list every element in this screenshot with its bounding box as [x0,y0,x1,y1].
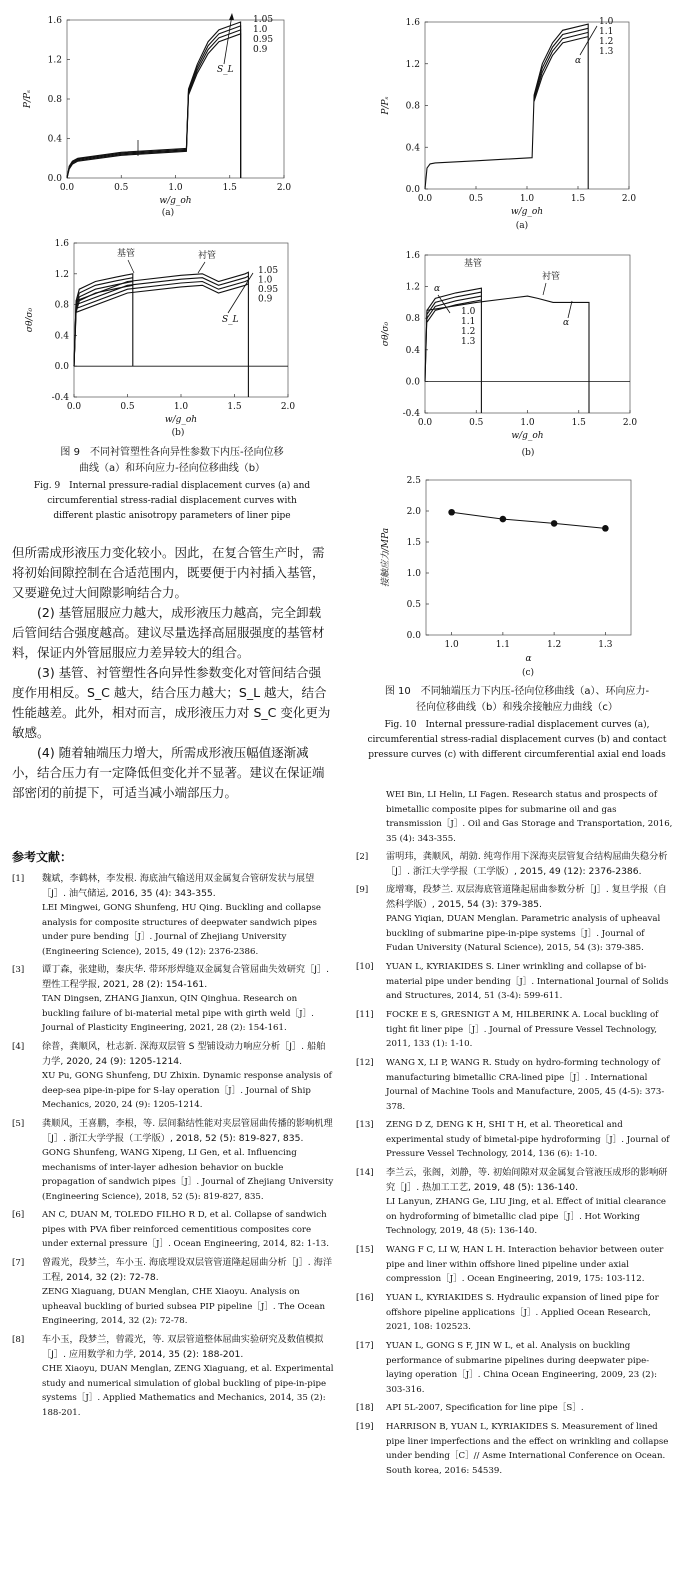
ref-text-en: WANG F C, LI W, HAN L H. Interaction behavior between outer pipe and liner within offshore lined pipeline under axial compression［J］. Ocean Engineering, 2019, 175: 103-112. [386,1245,664,1284]
fig10c-ytick-label: 0.5 [406,600,421,610]
right-ref-item [356,1243,674,1287]
fig10c-point [551,520,558,527]
fig10a-series-line [425,24,588,189]
paragraph-3: (3) 基管、衬管塑性各向异性参数变化对管间结合强度作用相反。S_C 越大，结合压力越大；S_L 越大，结合性能越差。此外，相对而言，成形液压力对 S_C 变化更为敏感。 [12,665,331,740]
fig10b-xtick-label: 0.5 [469,418,484,428]
ref-number: [2] [356,852,369,862]
fig10b-ylabel: σθ/σ₀ [381,321,391,347]
ref-number: [14] [356,1168,374,1178]
ref-text-en: AN C, DUAN M, TOLEDO FILHO R D, et al. Collapse of sandwich pipes with PVA fiber reinforced cementitious composites core under external pressure［J］. Ocean Engineering, 2014, 82: 1-13. [42,1210,329,1249]
fig10c-ytick-label: 2.5 [406,476,421,486]
ref-text-cn: 李兰云，张阁，刘静，等. 初始间隙对双金属复合管液压成形的影响研究［J］. 热加工工艺, 2019, 48 (5): 136-140. [386,1167,668,1193]
fig10c-point [448,509,455,516]
fig10-caption [356,684,678,763]
ref-number: [16] [356,1293,374,1303]
ref-text-cn: 魏斌，李鹤林，李发根. 海底油气输送用双金属复合管研发状与展望［J］. 油气储运, 2016, 35 (4): 343-355. [42,873,315,899]
fig9a-chart [0,0,330,225]
ref-number: [15] [356,1245,374,1255]
fig9a-legend-label: 1.05 [253,15,274,25]
fig10a-legend-label: 1.3 [599,47,614,57]
fig9a-ylabel: P/Pₛ [23,89,33,109]
ref-text-en: CHE Xiaoyu, DUAN Menglan, ZENG Xiaguang, et al. Experimental study and numerical simulation of global buckling of pipe-in-pipe systems［J］. Applied Mathematics and Mechanics, 2014, 35 (2): 188-201. [42,1364,334,1418]
fig9a-ytick-label: 0.0 [47,174,62,184]
fig9b-ytick-label: -0.4 [51,393,69,403]
ref-text-cn: 徐普，龚顺风，杜志新. 深海双层管 S 型铺设动力响应分析［J］. 船舶力学, 2020, 24 (9): 1205-1214. [42,1041,326,1067]
ref-text-en: WEI Bin, LI Helin, LI Fagen. Research status and prospects of bimetallic composite pipes for submarine oil and gas transmission［J］. Oil and Gas Storage and Transportation, 2016, 35 (4): 343-355. [386,790,673,844]
fig9b-label-base: 基管 [117,249,136,259]
ref-text-en: PANG Yiqian, DUAN Menglan. Parametric analysis of upheaval buckling of submarine pipe-in-pipe systems［J］. Journal of Fudan University (Natural Science), 2015, 54 (3): 379-385. [386,914,661,953]
ref-text-cn: 曾霞光，段梦兰，车小玉. 海底埋设双层管管道隆起屈曲分析［J］. 海洋工程, 2014, 32 (2): 72-78. [42,1257,333,1283]
fig10b-legend-label: 1.3 [461,337,476,347]
fig10a-legend-label: 1.2 [599,37,614,47]
fig9b-legend-label: 1.05 [258,266,279,276]
fig9a-legend-label: 0.95 [253,35,274,45]
fig10-caption-cn-2: 径向位移曲线（b）和残余接触应力曲线（c） [416,702,618,713]
paragraph-1: 但所需成形液压力变化较小。因此，在复合管生产时，需将初始间隙控制在合适范围内，既要便于内衬插入基管，又要避免过大间隙影响结合力。 [12,545,325,600]
ref-text-en: YUAN L, KYRIAKIDES S. Hydraulic expansion of lined pipe for offshore pipeline applications［J］. Applied Ocean Research, 2021, 108: 102523. [386,1293,659,1332]
fig10b-xtick-label: 1.5 [571,418,586,428]
ref-number: [9] [356,885,369,895]
fig9-caption-en-3: different plastic anisotropy parameters of liner pipe [53,511,291,521]
ref-text-en: YUAN L, GONG S F, JIN W L, et al. Analysis on buckling performance of submarine pipelines during deepwater pipe-laying operation［J］. China Ocean Engineering, 2009, 23 (2): 303-316. [386,1341,658,1395]
fig9a-arrow-head [229,13,234,20]
left-ref-item [12,963,334,1036]
fig10b-ytick-label: 1.6 [405,251,420,261]
paragraph-4: (4) 随着轴端压力增大，所需成形液压幅值逐渐减小，结合压力有一定降低但变化并不显著。建议在保证端部密闭的前提下，可适当减小端部压力。 [12,745,325,800]
fig10a-xtick-label: 1.0 [519,194,535,204]
fig9-caption-cn-2: 曲线（a）和环向应力-径向位移曲线（b） [78,463,266,474]
left-ref-item [12,1040,334,1113]
fig10c-xtick-label: 1.1 [495,640,511,650]
ref-text-en: TAN Dingsen, ZHANG Jianxun, QIN Qinghua. Research on buckling failure of bi-material metal pipe with girth weld［J］. Journal of Plasticity Engineering, 2021, 28 (2): 154-161. [42,994,314,1033]
fig9a-series-line [67,22,241,178]
ref-number: [19] [356,1422,374,1432]
ref-number: [10] [356,962,374,972]
ref-text-en: YUAN L, KYRIAKIDES S. Liner wrinkling and collapse of bi-material pipe under bending［J］. International Journal of Solids and Structures, 2014, 51 (3-4): 599-611. [386,962,669,1001]
fig10b-annotation-left: α [434,284,441,294]
fig9a-sub: (a) [161,208,175,218]
fig9b-xtick-label: 1.5 [227,402,242,412]
fig10a-ytick-label: 0.4 [405,143,420,154]
right-ref-item [356,1118,674,1162]
fig9a-series-line [67,26,241,178]
fig10-caption-en-1: Fig. 10 Internal pressure-radial displacement curves (a), [384,720,650,730]
ref-text-en: HARRISON B, YUAN L, KYRIAKIDES S. Measurement of lined pipe liner imperfections and the effect on wrinkling and collapse under bending［C］// Asme International Conference on Ocean. South korea, 2016: 54539. [386,1422,669,1476]
ref-number: [11] [356,1010,374,1020]
fig10a-chart [350,0,684,235]
left-ref-item [12,1208,334,1252]
fig10a-ytick-label: 0.8 [405,101,420,112]
fig9b-ytick-label: 1.2 [54,269,69,280]
fig10b-label-liner: 衬管 [542,272,561,282]
fig10-caption-en-3: pressure curves (c) with different circumferential axial end loads [368,750,666,760]
fig9a-legend-label: 1.0 [253,25,268,35]
fig10a-xlabel: w/g_oh [510,207,544,217]
ref-number: [4] [12,1042,25,1052]
ref-text-cn: 雷明玮，龚顺风，胡勍. 纯弯作用下深海夹层管复合结构屈曲失稳分析［J］. 浙江大学学报（工学版）, 2015, 49 (12): 2376-2386. [386,851,668,877]
fig9b-legend-label: 1.0 [258,275,273,286]
fig9a-legend-label: 0.9 [253,45,268,55]
right-ref-item [356,1056,674,1114]
left-ref-item [12,1333,334,1420]
fig10c-xtick-label: 1.2 [546,640,562,650]
paragraph-2: (2) 基管屈服应力越大，成形液压力越高，完全卸载后管间结合强度越高。建议尽量选择高屈服强度的基管材料，保证内外管屈服应力差异较大的组合。 [12,605,325,660]
fig10c-sub: (c) [521,668,535,678]
fig10c-ytick-label: 1.0 [406,569,421,579]
fig10b-arrow [438,295,450,313]
right-ref-item [356,1401,674,1416]
fig9a-ytick-label: 1.6 [47,16,62,26]
fig10a-xtick-label: 2.0 [621,194,637,204]
fig9b-ylabel: σθ/σ₀ [25,307,35,333]
fig10b-xlabel: w/g_oh [511,431,544,441]
fig10b-arrow-2 [568,301,572,318]
ref-number: [3] [12,965,25,975]
right-ref-item [356,850,674,879]
ref-text-en: FOCKE E S, GRESNIGT A M, HILBERINK A. Local buckling of tight fit liner pipe［J］. Journal of Pressure Vessel Technology, 2011, 133 (1): 1-10. [386,1010,659,1049]
fig9-caption-en-2: circumferential stress-radial displacement curves with [47,496,297,506]
fig9b-label-liner-leader [198,262,205,273]
fig10b-chart [350,235,684,465]
fig10b-label-liner-leader [543,283,546,295]
fig9b-legend-label: 0.95 [258,285,279,295]
fig9a-xtick-label: 1.0 [168,183,183,193]
fig9b-frame [74,243,288,397]
fig9b-sub: (b) [171,428,185,438]
fig9a-ytick-label: 1.2 [47,55,62,66]
fig10b-legend-label: 1.0 [461,307,476,317]
right-ref-item [356,1291,674,1335]
fig9b-ytick-label: 0.0 [54,362,69,373]
fig10b-sub: (b) [521,448,535,458]
fig9b-label-base-leader [128,260,134,273]
ref-number: [12] [356,1058,374,1068]
ref-number: [6] [12,1210,25,1220]
fig10b-xtick-label: 2.0 [622,418,638,428]
fig10b-label-base: 基管 [464,259,483,269]
ref-text-en: LI Lanyun, ZHANG Ge, LIU Jing, et al. Effect of initial clearance on hydroforming of bimetallic clad pipe［J］. Hot Working Technology, 2019, 48 (5): 136-140. [386,1197,666,1236]
fig10a-xtick-label: 0.0 [417,194,433,204]
fig10a-xtick-label: 1.5 [570,194,586,204]
fig10a-annotation: α [575,56,582,66]
left-ref-item [12,1117,334,1204]
fig9b-xtick-label: 0.0 [66,402,82,412]
fig10a-ytick-label: 1.2 [405,59,420,70]
fig9a-xtick-label: 0.5 [114,183,129,193]
fig9b-xtick-label: 0.5 [120,402,135,412]
fig9-caption-en-1: Fig. 9 Internal pressure-radial displacement curves (a) and [33,481,311,491]
fig10c-ytick-label: 0.0 [406,631,421,641]
ref-text-cn: 庞增骞，段梦兰. 双层海底管道隆起屈曲参数分析［J］. 复旦学报（自然科学版）, 2015, 54 (3): 379-385. [386,884,667,910]
ref-number: [5] [12,1119,25,1129]
ref-text-cn: 车小玉，段梦兰，曾霞光，等. 双层管道整体屈曲实验研究及数值模拟［J］. 应用数学和力学, 2014, 35 (2): 188-201. [42,1334,324,1360]
fig9b-series-line [74,272,248,397]
fig10c-ytick-label: 1.5 [406,538,421,548]
references-heading: 参考文献： [12,850,73,864]
fig9a-ytick-label: 0.8 [47,95,62,105]
right-ref-item [356,1008,674,1052]
fig10c-point [500,516,507,523]
left-ref-item [12,1256,334,1329]
fig9b-ytick-label: 0.4 [54,331,69,342]
ref-number: [18] [356,1403,374,1413]
right-ref-item [356,1420,674,1478]
ref-text-en: GONG Shunfeng, WANG Xipeng, LI Gen, et al. Influencing mechanisms of inter-layer adhesion behavior on buckle propagation of sandwich pipes［J］. Journal of Zhejiang University (Engineering Science), 2018, 52 (5): 819-827, 835. [42,1148,334,1202]
fig10a-ytick-label: 1.6 [405,18,420,28]
fig10b-ytick-label: -0.4 [402,409,420,419]
fig10b-xtick-label: 1.0 [520,418,535,428]
ref-text-en: API 5L-2007, Specification for line pipe［S］. [386,1403,584,1413]
fig10-caption-cn-1: 图 10 不同轴端压力下内压-径向位移曲线（a）、环向应力- [384,686,650,697]
fig9b-series-line [74,285,133,366]
ref-text-cn: 龚顺风，王喜鹏，李根，等. 层间黏结性能对夹层管屈曲传播的影响机理［J］. 浙江大学学报（工学版）, 2018, 52 (5): 819-827, 835. [42,1118,333,1144]
fig9b-xtick-label: 2.0 [280,402,296,412]
fig9a-ytick-label: 0.4 [47,134,62,145]
ref-text-cn: 谭丁森，张建勋，秦庆华. 带环形焊缝双金属复合管屈曲失效研究［J］. 塑性工程学报, 2021, 28 (2): 154-161. [42,964,330,990]
ref-number: [17] [356,1341,374,1351]
fig10c-xlabel: α [525,654,532,664]
fig9b-label-liner: 衬管 [198,251,217,261]
fig10c-ytick-label: 2.0 [406,507,421,517]
fig10b-ytick-label: 0.0 [405,377,420,388]
fig9-caption-cn-1: 图 9 不同衬管塑性各向异性参数下内压-径向位移 [60,447,284,458]
fig10c-xtick-label: 1.0 [444,640,459,650]
ref-number: [8] [12,1335,25,1345]
fig10b-legend-label: 1.1 [461,317,476,327]
right-ref-item [356,960,674,1004]
ref-number: [13] [356,1120,374,1130]
right-ref-item [356,1166,674,1239]
fig10c-frame [426,480,631,635]
fig9b-annotation: S_L [222,315,239,325]
fig10-caption-en-2: circumferential stress-radial displacement curves (b) and contact [367,735,667,745]
fig10a-ytick-label: 0.0 [405,185,420,195]
fig9b-xlabel: w/g_oh [164,415,198,425]
fig10b-ytick-label: 0.4 [405,345,420,356]
fig10c-line [452,512,606,528]
left-ref-item [12,872,334,959]
fig9a-annotation: S_L [217,65,234,75]
fig10b-legend-label: 1.2 [461,327,476,337]
fig10a-sub: (a) [515,221,529,231]
fig10a-xtick-label: 0.5 [468,194,484,204]
fig10b-series-line [425,296,589,413]
ref-text-en: ZENG Xiaguang, DUAN Menglan, CHE Xiaoyu. Analysis on upheaval buckling of buried subsea PIP pipeline［J］. The Ocean Engineering, 2014, 32 (2): 72-78. [42,1287,326,1326]
fig9b-chart [0,225,330,440]
fig9-caption [12,445,332,524]
fig9a-xtick-label: 1.5 [222,183,237,193]
fig9a-xtick-label: 0.0 [59,183,75,193]
fig10b-xtick-label: 0.0 [417,418,433,428]
fig10a-legend-label: 1.1 [599,27,614,37]
fig10b-ytick-label: 0.8 [405,314,420,325]
fig9b-ytick-label: 0.8 [54,300,69,311]
fig10c-ylabel: 接触应力/MPa [381,527,391,588]
right-ref-item [356,883,674,956]
fig9b-ytick-label: 1.6 [54,239,69,249]
fig10c-point [602,525,609,532]
ref-text-en: ZENG D Z, DENG K H, SHI T H, et al. Theoretical and experimental study of bimetal-pipe hydroforming［J］. Journal of Pressure Vessel Technology, 2014, 136 (6): 1-10. [386,1120,670,1159]
right-ref-item [356,1339,674,1397]
fig10b-ytick-label: 1.2 [405,282,420,293]
fig10c-xtick-label: 1.3 [598,640,613,650]
fig9a-frame [67,20,284,178]
fig10a-legend-label: 1.0 [599,17,614,27]
fig10a-ylabel: P/Pₛ [381,96,391,115]
ref-number: [1] [12,874,25,884]
fig9a-xlabel: w/g_oh [159,196,192,206]
fig10b-frame [425,255,630,413]
fig10b-annotation-right: α [563,318,570,328]
conclusions-text [12,543,332,803]
right-ref-item [356,788,674,846]
fig9b-xtick-label: 1.0 [173,402,189,412]
ref-text-en: WANG X, LI P, WANG R. Study on hydro-forming technology of manufacturing bimetallic CRA-lined pipe［J］. International Journal of Machine Tools and Manufacture, 2005, 45 (4-5): 373-378. [386,1058,665,1112]
fig9b-legend-label: 0.9 [258,294,273,305]
ref-text-en: LEI Mingwei, GONG Shunfeng, HU Qing. Buckling and collapse analysis for composite structures of deepwater sandwich pipes under pure bending［J］. Journal of Zhejiang University (Engineering Science), 2015, 49 (12): 2376-2386. [42,903,322,957]
ref-number: [7] [12,1258,25,1268]
fig9a-xtick-label: 2.0 [276,183,292,193]
fig10c-chart [350,465,684,680]
ref-text-en: XU Pu, GONG Shunfeng, DU Zhixin. Dynamic response analysis of deep-sea pipe-in-pipe for S-lay operation［J］. Journal of Ship Mechanics, 2020, 24 (9): 1205-1214. [42,1071,332,1110]
